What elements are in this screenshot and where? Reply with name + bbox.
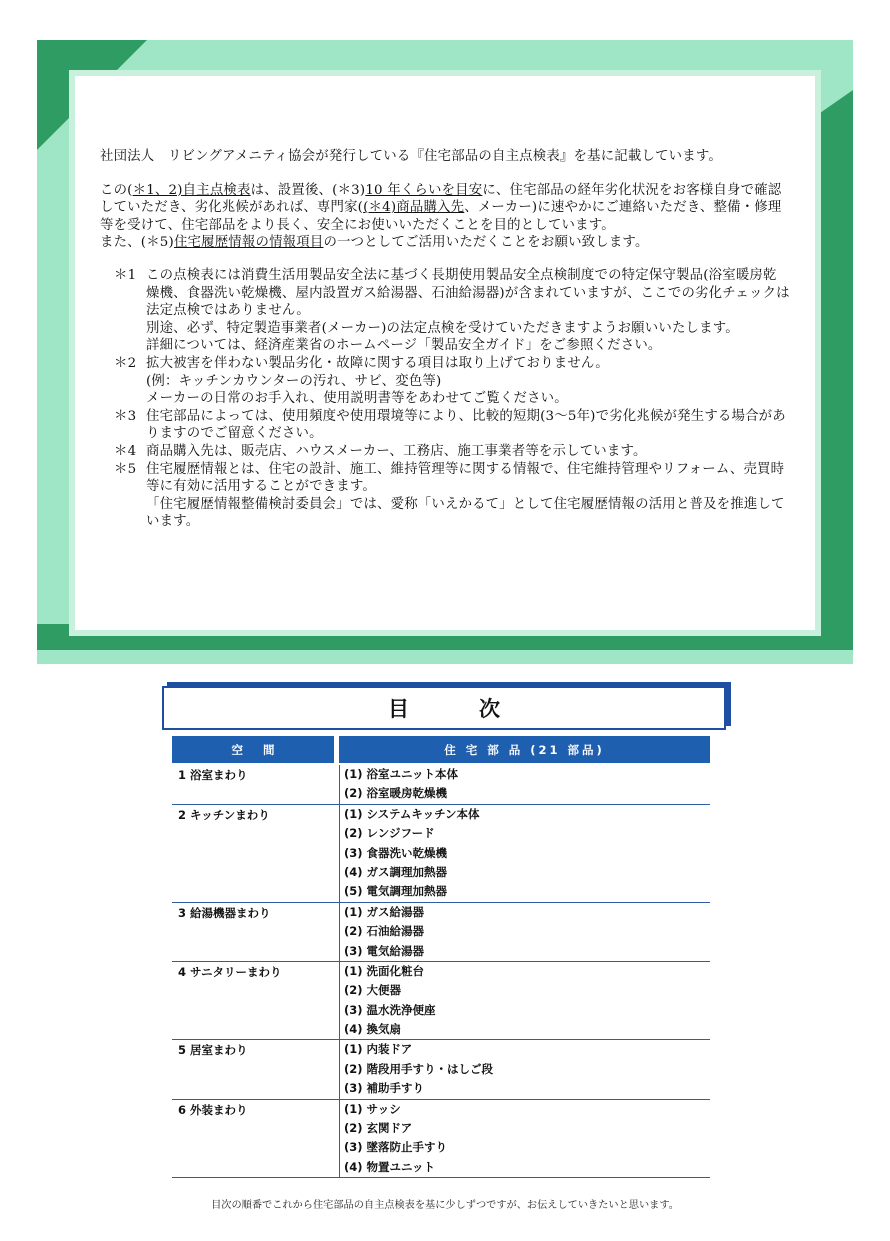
toc-part: (3) 食器洗い乾燥機 — [344, 845, 448, 860]
toc-part: (4) 換気扇 — [344, 1022, 402, 1037]
toc-group — [172, 765, 710, 805]
toc-title: 目次 — [388, 697, 570, 721]
toc-space-label: 4 サニタリーまわり — [178, 964, 282, 979]
toc-part: (3) 電気給湯器 — [344, 943, 425, 958]
toc-group — [172, 903, 710, 962]
toc-part: (3) 補助手すり — [344, 1081, 425, 1096]
toc-part: (4) ガス調理加熱器 — [344, 864, 448, 879]
toc-header-space: 空間 — [172, 736, 334, 763]
toc-part: (2) 大便器 — [344, 983, 402, 998]
footnote-line: 拡大被害を伴わない製品劣化・故障に関する項目は取り上げておりません。 — [146, 355, 609, 371]
footnote-line: メーカーの日常のお手入れ、使用説明書等をあわせてご覧ください。 — [146, 391, 568, 407]
toc-part: (5) 電気調理加熱器 — [344, 884, 448, 899]
toc-group — [172, 805, 710, 903]
footnote-line: 住宅部品によっては、使用頻度や使用環境等により、比較的短期(3～5年)で劣化兆候が発生する場合がありますのでご留意ください。 — [146, 408, 786, 442]
toc-part: (2) 階段用手すり・はしご段 — [344, 1061, 494, 1076]
footnote-line: 詳細については、経済産業省のホームページ「製品安全ガイド」をご参照ください。 — [146, 338, 662, 354]
footnote-mark: ＊4 — [114, 443, 137, 459]
toc-table — [172, 765, 710, 1178]
toc-part: (1) ガス給湯器 — [344, 904, 425, 919]
footnote-line: 別途、必ず、特定製造事業者(メーカー)の法定点検を受けていただきますようお願いいたします。 — [146, 320, 739, 336]
toc-space-label: 2 キッチンまわり — [178, 807, 270, 822]
notice-text — [100, 148, 790, 531]
footnote — [100, 443, 790, 461]
toc-title-box — [162, 686, 726, 730]
toc-part: (2) 浴室暖房乾燥機 — [344, 786, 448, 801]
footnote — [100, 355, 790, 408]
toc-part: (1) サッシ — [344, 1101, 401, 1116]
footnote-mark: ＊3 — [114, 408, 137, 424]
toc-footer-note: 目次の順番でこれから住宅部品の自主点検表を基に少しずつですが、お伝えしていきたいと思います。 — [211, 1200, 679, 1211]
toc-space-label: 6 外装まわり — [178, 1102, 248, 1117]
toc-group — [172, 1040, 710, 1099]
notice-paragraph-1: この(＊1、2)自主点検表は、設置後、(＊3)10 年くらいを目安に、住宅部品の経年劣化状況をお客様自身で確認していただき、劣化兆候があれば、専門家((＊4)商品購入先、メーカー)に速やかにご連絡いただき、整備・修理等を受けて、住宅部品をより長く、安全にお使いいただくことを目的としています。 — [100, 182, 782, 233]
toc-space-label: 3 給湯機器まわり — [178, 905, 271, 920]
toc-part: (2) 石油給湯器 — [344, 924, 425, 939]
toc-group — [172, 1100, 710, 1179]
footnote-mark: ＊2 — [114, 355, 137, 371]
toc-space-label: 5 居室まわり — [178, 1043, 248, 1058]
footnote-mark: ＊1 — [114, 267, 137, 283]
toc-part: (2) レンジフード — [344, 826, 435, 841]
toc-part: (1) 洗面化粧台 — [344, 963, 425, 978]
toc-group — [172, 962, 710, 1041]
toc-space-label: 1 浴室まわり — [178, 768, 248, 782]
toc-part: (3) 温水洗浄便座 — [344, 1002, 436, 1017]
footnote-list — [100, 267, 790, 531]
footnote — [100, 461, 790, 531]
footnote-line: (例：キッチンカウンターの汚れ、サビ、変色等) — [146, 373, 442, 389]
toc-part: (1) システムキッチン本体 — [344, 806, 480, 821]
footnote-line: 商品購入先は、販売店、ハウスメーカー、工務店、施工事業者等を示しています。 — [146, 443, 647, 459]
footnote-line: この点検表には消費生活用製品安全法に基づく長期使用製品安全点検制度での特定保守製品(浴室暖房乾燥機、食器洗い乾燥機、屋内設置ガス給湯器、石油給湯器)が含まれていますが、ここでの劣化チェックは法定点検ではありません。 — [146, 267, 790, 319]
footnote-line: 「住宅履歴情報整備検討委員会」では、愛称「いえかるて」として住宅履歴情報の活用と普及を推進しています。 — [146, 496, 785, 530]
notice-paragraph-2: また、(＊5)住宅履歴情報の情報項目の一つとしてご活用いただくことをお願い致します。 — [100, 235, 649, 251]
toc-header-parts: 住 宅 部 品 (21 部品) — [339, 736, 710, 763]
toc-part: (1) 内装ドア — [344, 1042, 413, 1057]
footnote-mark: ＊5 — [114, 461, 137, 477]
toc-part: (3) 墜落防止手すり — [344, 1140, 448, 1155]
toc-part: (4) 物置ユニット — [344, 1159, 436, 1174]
intro-line: 社団法人 リビングアメニティ協会が発行している『住宅部品の自主点検表』を基に記載しています。 — [100, 149, 722, 164]
footnote — [100, 267, 790, 355]
footnote — [100, 408, 790, 443]
footnote-line: 住宅履歴情報とは、住宅の設計、施工、維持管理等に関する情報で、住宅維持管理やリフォーム、売買時等に有効に活用することができます。 — [146, 461, 785, 495]
toc-part: (2) 玄関ドア — [344, 1121, 413, 1136]
toc-part: (1) 浴室ユニット本体 — [344, 767, 459, 781]
